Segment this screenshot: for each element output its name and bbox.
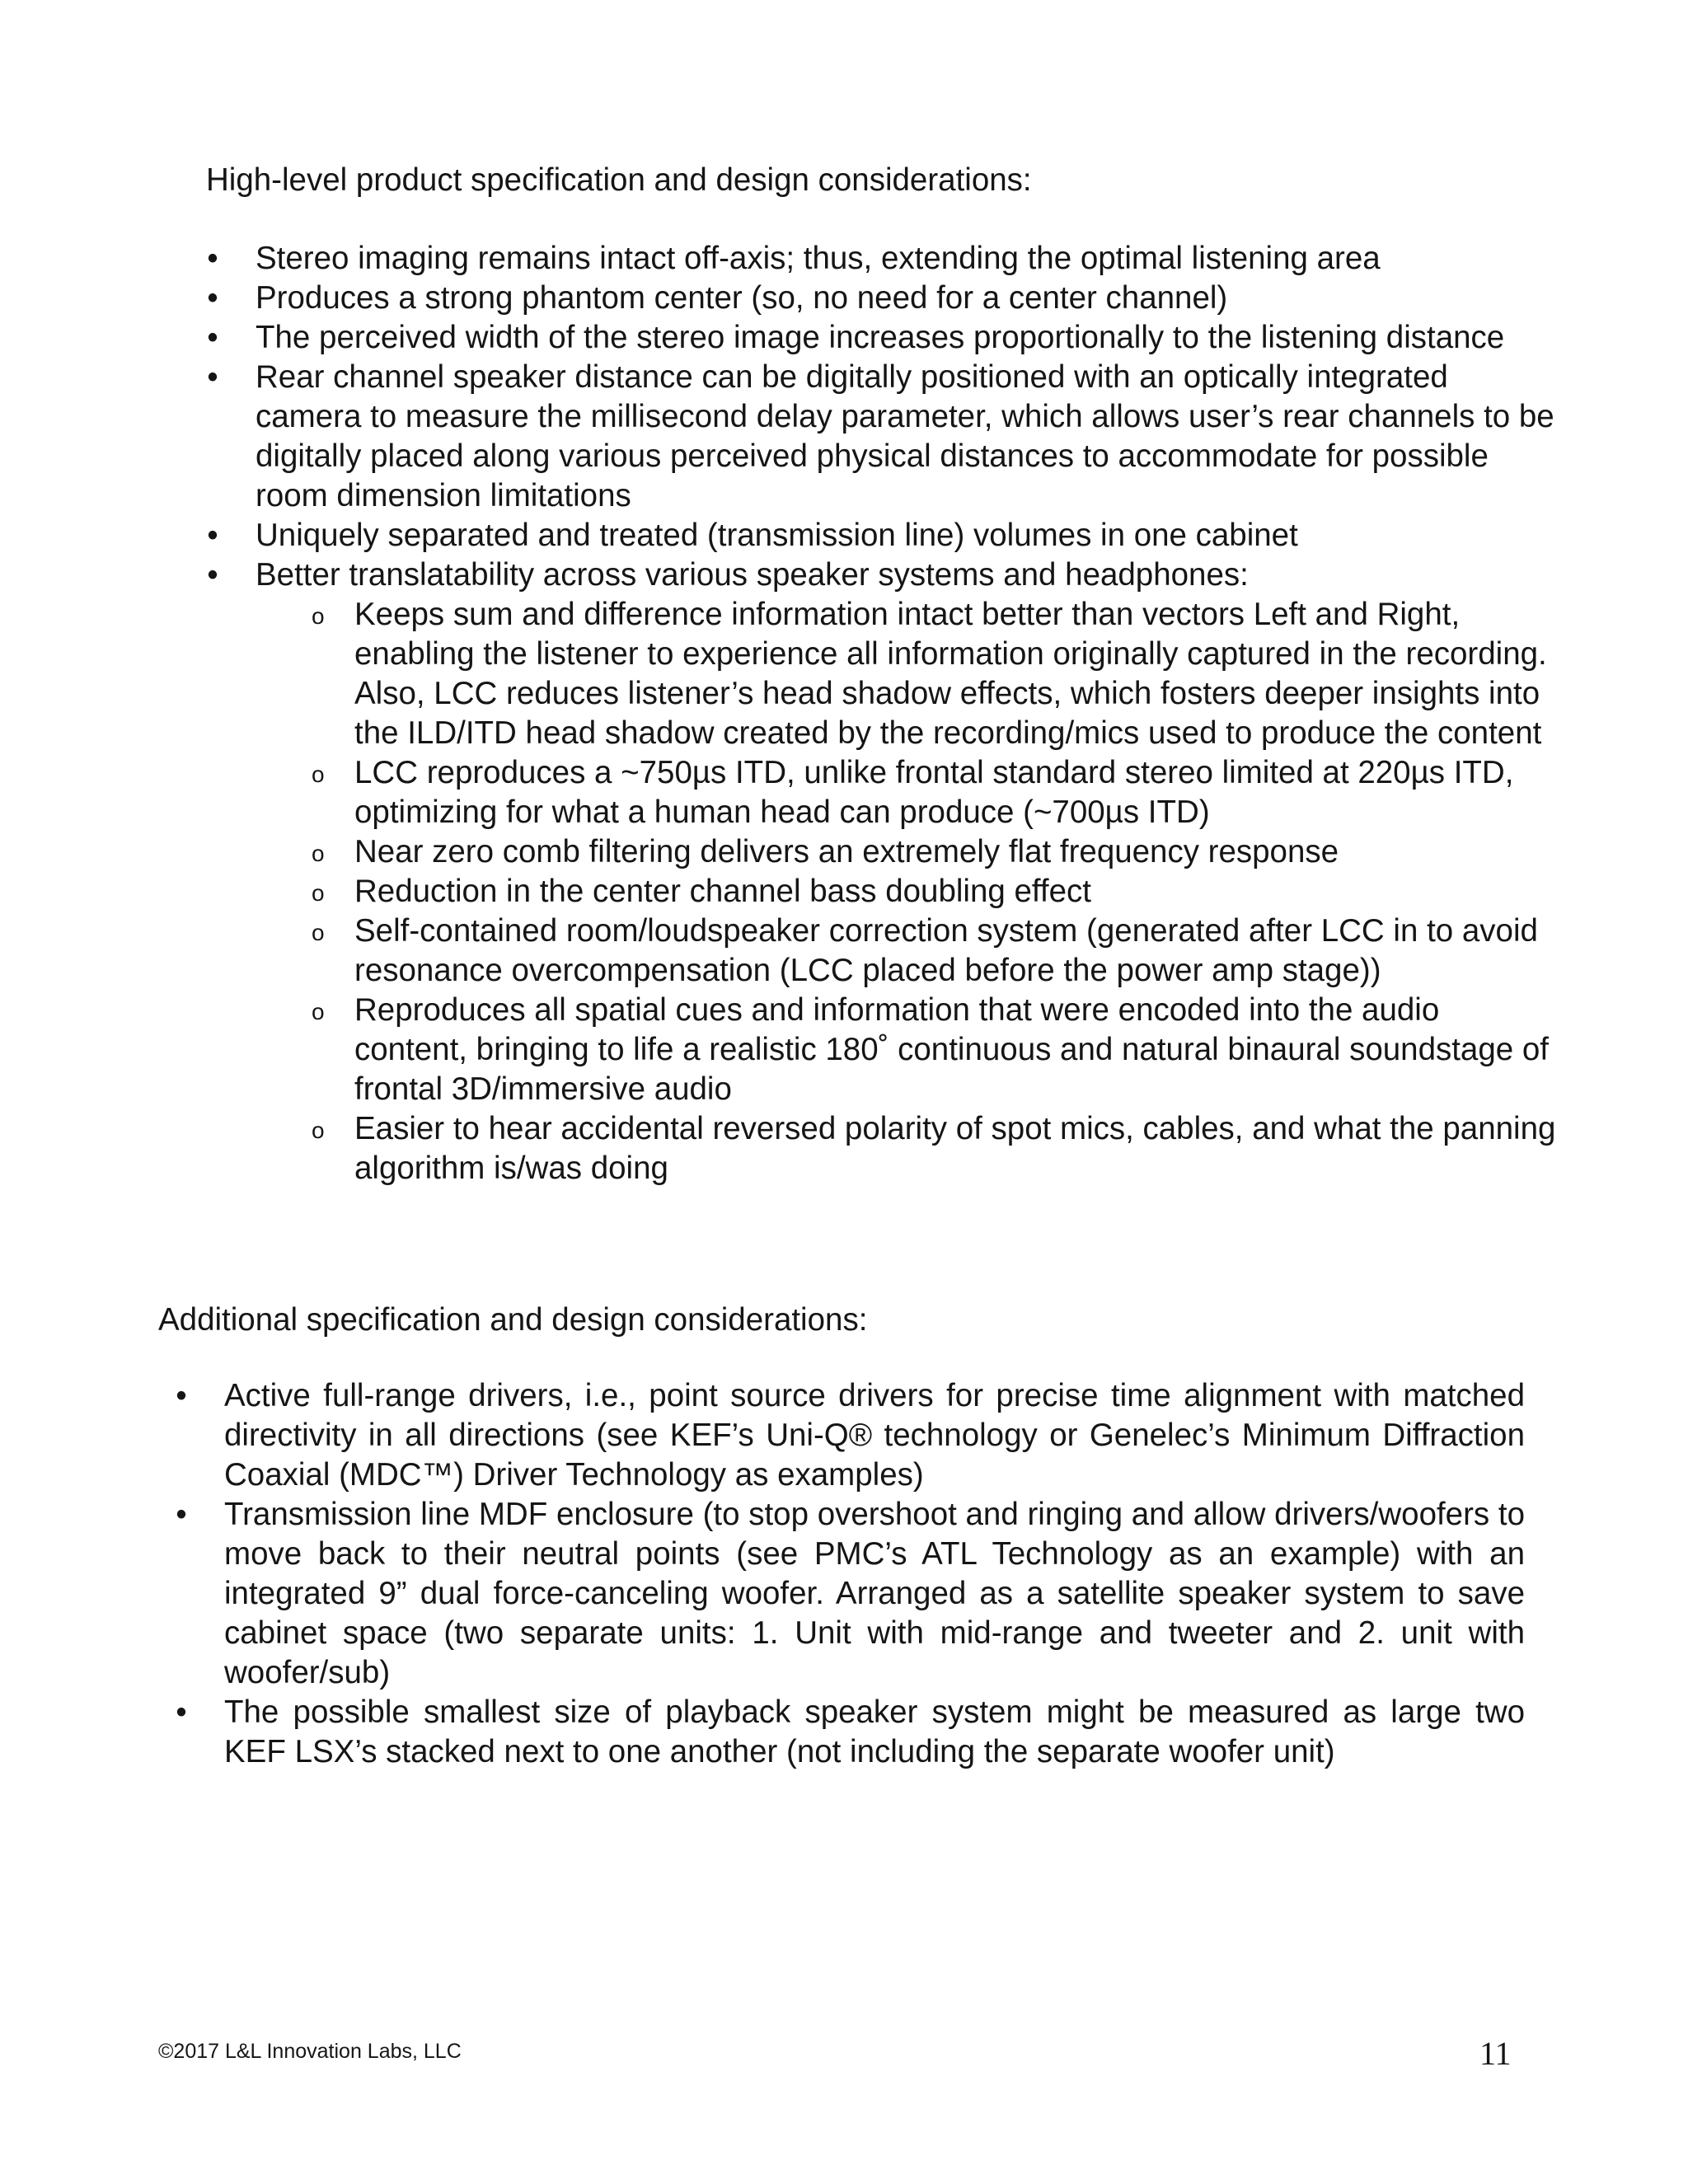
section-heading-high-level: High-level product specification and design considerations:: [206, 162, 1032, 198]
circle-bullet-icon: o: [312, 999, 325, 1024]
bullet-icon: •: [207, 359, 218, 395]
list-item: • Transmission line MDF enclosure (to stop overshoot and ringing and allow drivers/woofers to move back to their neutral points (see PMC’s ATL Technology as an example) with an integrated 9” dual force-canceling woofer. Arranged as a satellite speaker system to save cabinet space (two separate units: 1. Unit with mid-range and tweeter and 2. unit with woofer/sub): [173, 1495, 1525, 1693]
list-item: • Active full-range drivers, i.e., point source drivers for precise time alignment with matched directivity in all directions (see KEF’s Uni-Q® technology or Genelec’s Minimum Diffraction Coaxial (MDC™) Driver Technology as examples): [173, 1376, 1525, 1495]
bullet-icon: •: [207, 241, 218, 276]
bullet-icon: •: [207, 518, 218, 553]
bullet-list-additional: [173, 1376, 1525, 1772]
sub-list-translatability: [256, 595, 1558, 1188]
list-item: • Stereo imaging remains intact off-axis; thus, extending the optimal listening area: [206, 239, 1558, 279]
list-item: • The perceived width of the stereo image increases proportionally to the listening distance: [206, 318, 1558, 358]
sub-list-item: o Easier to hear accidental reversed polarity of spot mics, cables, and what the panning algorithm is/was doing: [312, 1111, 1556, 1186]
list-item: • Uniquely separated and treated (transmission line) volumes in one cabinet: [206, 516, 1558, 555]
section-heading-additional: Additional specification and design considerations:: [158, 1302, 868, 1338]
footer-copyright: ©2017 L&L Innovation Labs, LLC: [158, 2040, 462, 2063]
sub-list-item: o Keeps sum and difference information intact better than vectors Left and Right, enabling the listener to experience all information originally captured in the recording. Also, LCC reduces listener’s head shadow effects, which fosters deeper insights into the ILD/ITD head shadow created by the recording/mics used to produce the content: [312, 597, 1547, 751]
page-number: 11: [1479, 2035, 1512, 2072]
circle-bullet-icon: o: [312, 880, 325, 906]
list-item: • The possible smallest size of playback speaker system might be measured as large two KEF LSX’s stacked next to one another (not including the separate woofer unit): [173, 1693, 1525, 1772]
sub-list-item: o Near zero comb filtering delivers an extremely flat frequency response: [256, 832, 1558, 872]
bullet-icon: •: [176, 1694, 187, 1730]
list-item: • Rear channel speaker distance can be digitally positioned with an optically integrated camera to measure the millisecond delay parameter, which allows user’s rear channels to be digitally placed along various perceived physical distances to accommodate for possible room dimension limitations: [206, 358, 1558, 516]
sub-list-item: o Self-contained room/loudspeaker correction system (generated after LCC in to avoid resonance overcompensation (LCC placed before the power amp stage)): [312, 913, 1538, 988]
bullet-icon: •: [176, 1378, 187, 1413]
sub-list-item: o Reproduces all spatial cues and information that were encoded into the audio content, bringing to life a realistic 180˚ continuous and natural binaural soundstage of frontal 3D/immersive audio: [312, 992, 1549, 1107]
bullet-icon: •: [207, 320, 218, 355]
circle-bullet-icon: o: [312, 920, 325, 945]
circle-bullet-icon: o: [312, 841, 325, 866]
circle-bullet-icon: o: [312, 762, 325, 787]
circle-bullet-icon: o: [312, 603, 325, 629]
list-item: • Produces a strong phantom center (so, no need for a center channel): [206, 279, 1558, 318]
bullet-list-high-level: [206, 239, 1558, 1188]
circle-bullet-icon: o: [312, 1118, 325, 1143]
sub-list-item: o LCC reproduces a ~750µs ITD, unlike frontal standard stereo limited at 220µs ITD, optimizing for what a human head can produce (~700µs ITD): [312, 755, 1514, 830]
bullet-icon: •: [207, 280, 218, 316]
list-item: • Better translatability across various speaker systems and headphones: o Keeps sum and difference information intact better than vectors Left and Right, enabling the listener to experience all information originally captured in the recording. Also, LCC reduces listener’s head shadow effects, which fosters deeper insights into the ILD/ITD head shadow created by the recording/mics used to produce the content o LCC reproduces a ~750µs ITD, unlike frontal standard stereo limited at 220µs ITD, optimizing for what a human head can produce (~700µs ITD) o Near zero comb filtering delivers an extremely flat frequency response o Reduction in the center channel bass doubling effect o Self-contained room/loudspeaker correction system (generated after LCC in to avoid resonance overcompensation (LCC placed before the power amp stage)) o Reproduces all spatial cues and information that were encoded into the audio content, bringing to life a realistic 180˚ continuous and natural binaural soundstage of frontal 3D/immersive audio o Easier to hear accidental reversed polarity of spot mics, cables, and what the panning algorithm is/was doing: [206, 555, 1558, 1188]
bullet-icon: •: [176, 1497, 187, 1532]
bullet-icon: •: [207, 557, 218, 593]
sub-list-item: o Reduction in the center channel bass doubling effect: [256, 872, 1558, 912]
